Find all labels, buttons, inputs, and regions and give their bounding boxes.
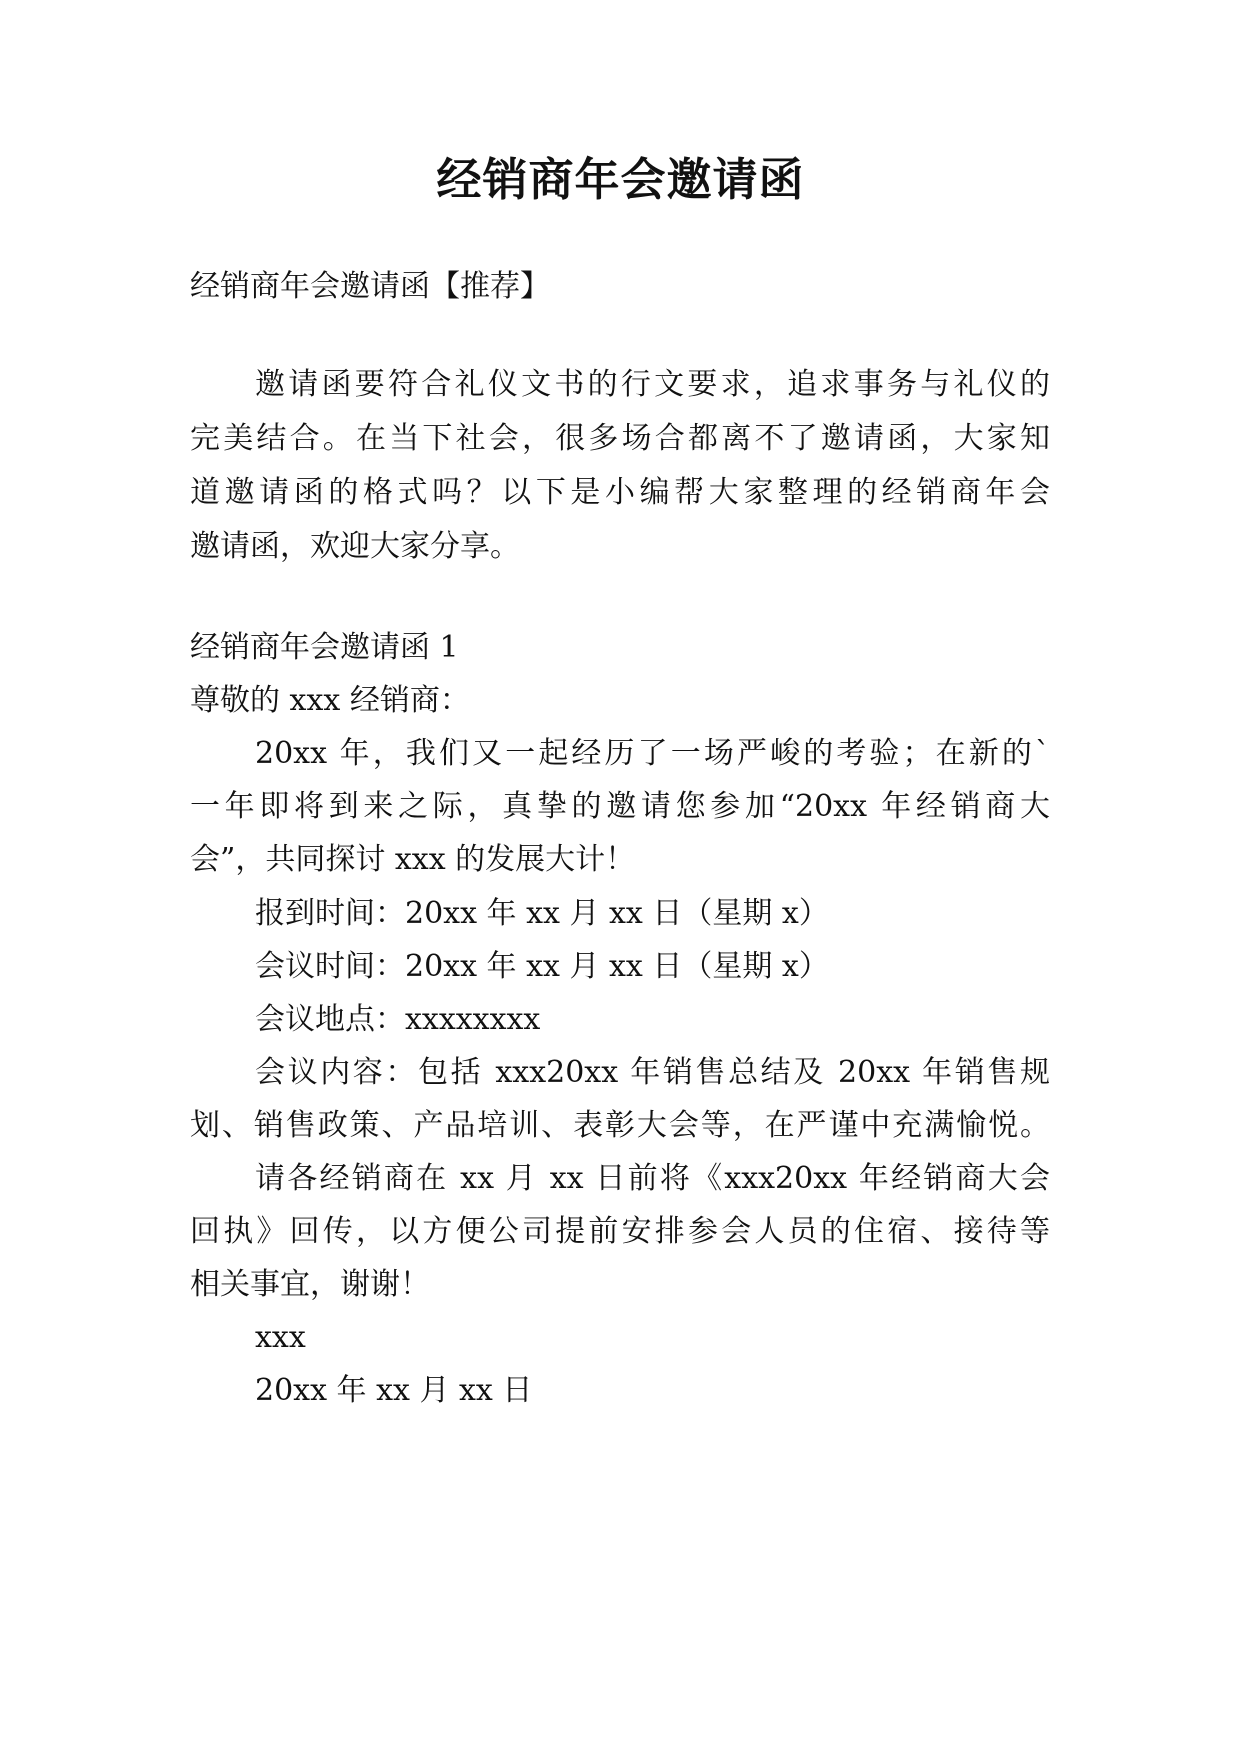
intro-line: 完美结合。在当下社会，很多场合都离不了邀请函，大家知 [190,421,1050,456]
signature: xxx [255,1320,306,1355]
request-line: 请各经销商在 xx 月 xx 日前将《xxx20xx 年经销商大会 [255,1161,1050,1196]
letter-heading: 经销商年会邀请函 1 [190,630,459,665]
meeting-content-line: 会议内容：包括 xxx20xx 年销售总结及 20xx 年销售规 [255,1055,1050,1090]
document-subtitle: 经销商年会邀请函【推荐】 [190,269,550,304]
document-title: 经销商年会邀请函 [436,153,805,206]
registration-time: 报到时间：20xx 年 xx 月 xx 日（星期 x） [255,896,829,931]
letter-salutation: 尊敬的 xxx 经销商： [190,683,470,718]
intro-line: 邀请函要符合礼仪文书的行文要求，追求事务与礼仪的 [255,367,1050,402]
meeting-content-line: 划、销售政策、产品培训、表彰大会等，在严谨中充满愉悦。 [190,1108,1050,1143]
intro-line: 邀请函，欢迎大家分享。 [190,529,520,564]
meeting-place: 会议地点：xxxxxxxx [255,1002,541,1037]
letter-body-line: 一年即将到来之际，真挚的邀请您参加“20xx 年经销商大 [190,789,1050,824]
letter-date: 20xx 年 xx 月 xx 日 [255,1373,533,1408]
request-line: 相关事宜，谢谢！ [190,1267,430,1302]
intro-line: 道邀请函的格式吗？以下是小编帮大家整理的经销商年会 [190,475,1050,510]
letter-body-line: 会”，共同探讨 xxx 的发展大计！ [190,842,636,877]
letter-body-line: 20xx 年，我们又一起经历了一场严峻的考验；在新的` [255,736,1050,771]
meeting-time: 会议时间：20xx 年 xx 月 xx 日（星期 x） [255,949,829,984]
request-line: 回执》回传，以方便公司提前安排参会人员的住宿、接待等 [190,1214,1050,1249]
